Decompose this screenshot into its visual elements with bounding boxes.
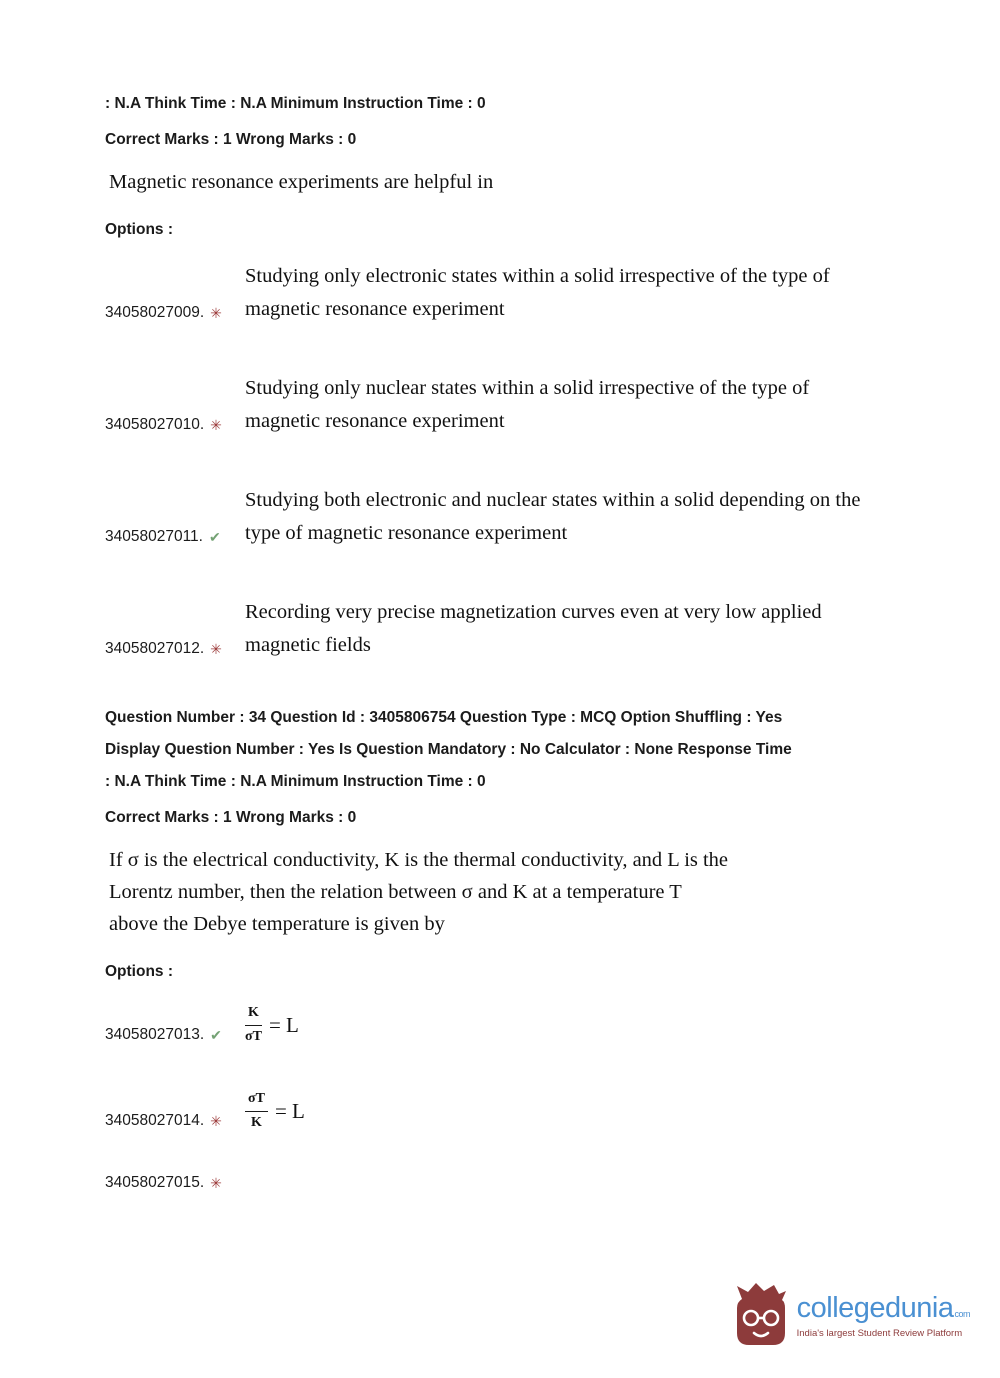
option-id: 34058027009. [105, 304, 205, 321]
option-text: Studying both electronic and nuclear states within a solid depending on the type of magnetic resonance experiment [245, 489, 861, 544]
marks-line: Correct Marks : 1 Wrong Marks : 0 [105, 131, 357, 148]
option-row [105, 596, 1000, 662]
brand-name [797, 1294, 970, 1323]
marks-line: Correct Marks : 1 Wrong Marks : 0 [105, 809, 357, 826]
option-text: Studying only electronic states within a solid irrespective of the type of magnetic resonance experiment [245, 265, 830, 320]
options-list [105, 1002, 1000, 1196]
option-row [105, 1174, 1000, 1196]
option-row [105, 372, 1000, 438]
brand-tagline: India's largest Student Review Platform [796, 1328, 963, 1339]
incorrect-mark-icon: ✳ [210, 1175, 222, 1191]
fraction-denominator: K [251, 1114, 262, 1130]
formula-rhs: = L [268, 1012, 299, 1037]
options-label: Options : [105, 963, 174, 980]
options-list [105, 260, 1000, 662]
option-id: 34058027011. [105, 528, 203, 545]
meta-line: Question Number : 34 Question Id : 3405806754 Question Type : MCQ Option Shuffling : Yes [105, 709, 783, 726]
option-id-cell [105, 640, 245, 662]
collegedunia-logo [735, 1281, 970, 1352]
meta-line: : N.A Think Time : N.A Minimum Instruction Time : 0 [105, 773, 486, 790]
option-row [105, 260, 1000, 326]
meta-line: Display Question Number : Yes Is Question Mandatory : No Calculator : None Response Time [105, 741, 792, 758]
incorrect-mark-icon: ✳ [210, 1113, 222, 1129]
option-id-cell [105, 1026, 245, 1048]
question-text: Magnetic resonance experiments are helpful in [109, 171, 494, 193]
brand-word: collegedunia [796, 1292, 954, 1324]
fraction-numerator: K [245, 1004, 262, 1025]
option-id: 34058027015. [105, 1174, 205, 1191]
option-id-cell [105, 416, 245, 438]
question-text: If σ is the electrical conductivity, K is the thermal conductivity, and L is the Lorentz number, then the relation between σ and K at a temperature T above the Debye temperature is given by [109, 849, 729, 935]
question-34-section [105, 702, 1000, 1196]
option-id-cell [105, 1174, 245, 1196]
question-33-section [105, 88, 1000, 662]
brand-tld: com [954, 1309, 970, 1319]
option-text: Studying only nuclear states within a solid irrespective of the type of magnetic resonance experiment [245, 377, 810, 432]
option-id: 34058027013. [105, 1026, 205, 1043]
incorrect-mark-icon: ✳ [210, 305, 222, 321]
option-row [105, 484, 1000, 550]
collegedunia-icon [735, 1281, 787, 1352]
option-id-cell [105, 304, 245, 326]
correct-mark-icon: ✔ [210, 1027, 222, 1043]
fraction-numerator: σT [245, 1090, 268, 1111]
brand-text-block [797, 1294, 970, 1339]
option-row [105, 1002, 1000, 1048]
fraction [245, 1004, 262, 1045]
option-row [105, 1088, 1000, 1134]
option-text: Recording very precise magnetization curves even at very low applied magnetic fields [245, 601, 822, 656]
option-id: 34058027014. [105, 1112, 205, 1129]
option-formula [245, 1002, 299, 1048]
option-id: 34058027010. [105, 416, 205, 433]
correct-mark-icon: ✔ [208, 529, 221, 545]
fraction [245, 1090, 268, 1131]
meta-line-tail: : N.A Think Time : N.A Minimum Instruction Time : 0 [105, 95, 486, 112]
options-label: Options : [105, 221, 174, 238]
incorrect-mark-icon: ✳ [210, 641, 222, 657]
formula-rhs: = L [274, 1098, 305, 1123]
option-id-cell [105, 528, 245, 550]
option-id-cell [105, 1112, 245, 1134]
option-formula [245, 1088, 305, 1134]
incorrect-mark-icon: ✳ [210, 417, 222, 433]
fraction-denominator: σT [245, 1028, 262, 1044]
option-id: 34058027012. [105, 640, 205, 657]
